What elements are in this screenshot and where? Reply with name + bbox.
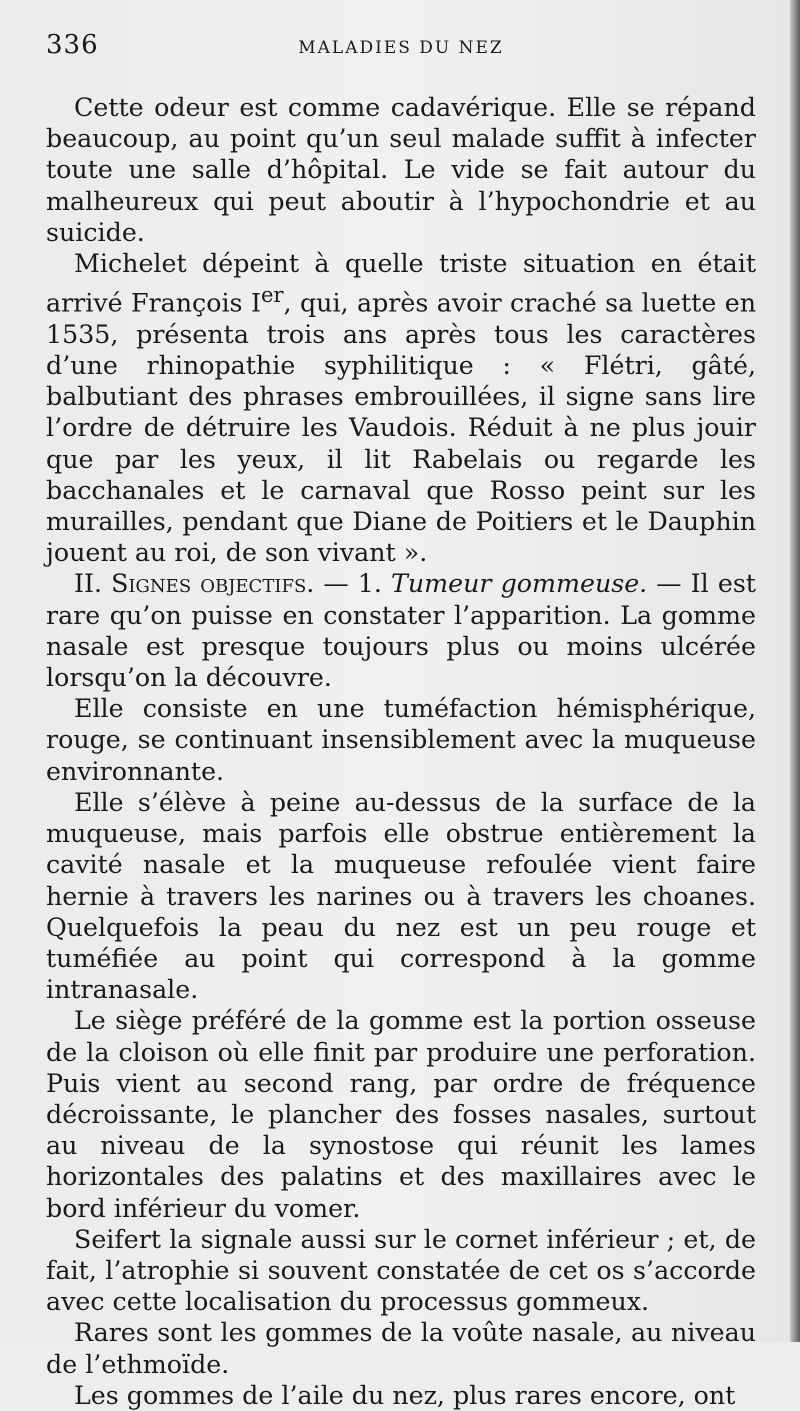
superscript-er: er xyxy=(260,282,284,308)
paragraph-michelet-start: Michelet dépeint à quelle triste situation en était arrivé François I xyxy=(46,249,756,318)
paragraph-seifert: Seifert la signale aussi sur le cornet inférieur ; et, de fait, l’atrophie si souvent constatée de cet os s’accorde avec cette localisation du processus gommeux. xyxy=(46,1224,756,1317)
paragraph-aile: Les gommes de l’aile du nez, plus rares encore, ont xyxy=(74,1380,736,1410)
paragraph-michelet-rest: , qui, après avoir craché sa luette en 1535, présenta trois ans après tous les caractères d’une rhinopathie syphilitique : « Flétri, gâté, balbutiant des phrases embrouillées, il signe sans lire l’ordre de détruire les Vaudois. Réduit à ne plus jouir que par les yeux, il lit Rabelais ou regarde les bacchanales et le carnaval que Rosso peint sur les murailles, pendant que Diane de Poitiers et le Dauphin jouent au roi, de son vivant ». xyxy=(46,288,756,568)
paragraph-signes-text: — Il est rare qu’on puisse en constater l’apparition. La gomme nasale est presque toujours plus ou moins ulcérée lorsqu’on la découvre. xyxy=(46,569,756,693)
heading-dash: — xyxy=(314,569,358,599)
paragraph-michelet xyxy=(46,248,756,568)
paragraph-signes-objectifs xyxy=(46,568,756,693)
running-head: MALADIES DU NEZ xyxy=(298,38,504,58)
section-heading: II. Signes objectifs. xyxy=(74,569,315,599)
page-header xyxy=(46,28,756,72)
subsection-heading: Tumeur gommeuse. xyxy=(390,569,648,599)
paragraph-siege: Le siège préféré de la gomme est la portion osseuse de la cloison où elle finit par produire une perforation. Puis vient au second rang, par ordre de fréquence décroissante, le plancher des fosses nasales, surtout au niveau de la synostose qui réunit les lames horizontales des palatins et des maxillaires avec le bord inférieur du vomer. xyxy=(46,1006,756,1223)
subsection-number: 1. xyxy=(357,569,391,599)
page-number: 336 xyxy=(46,30,99,60)
body-text xyxy=(46,92,756,1411)
paragraph-voute: Rares sont les gommes de la voûte nasale, au niveau de l’ethmoïde. xyxy=(46,1318,756,1379)
paragraph-tumefaction: Elle consiste en une tuméfaction hémisphérique, rouge, se continuant insensiblement avec la muqueuse environnante. xyxy=(46,694,756,786)
paragraph-surface: Elle s’élève à peine au-dessus de la surface de la muqueuse, mais parfois elle obstrue entièrement la cavité nasale et la muqueuse refoulée vient faire hernie à travers les narines ou à travers les choanes. Quelquefois la peau du nez est un peu rouge et tuméfiée au point qui correspond à la gomme intranasale. xyxy=(46,787,756,1005)
page-edge-shadow xyxy=(790,0,800,1342)
paragraph-odeur: Cette odeur est comme cadavérique. Elle se répand beaucoup, au point qu’un seul malade suffit à infecter toute une salle d’hôpital. Le vide se fait autour du malheureux qui peut aboutir à l’hypochondrie et au suicide. xyxy=(46,93,756,247)
